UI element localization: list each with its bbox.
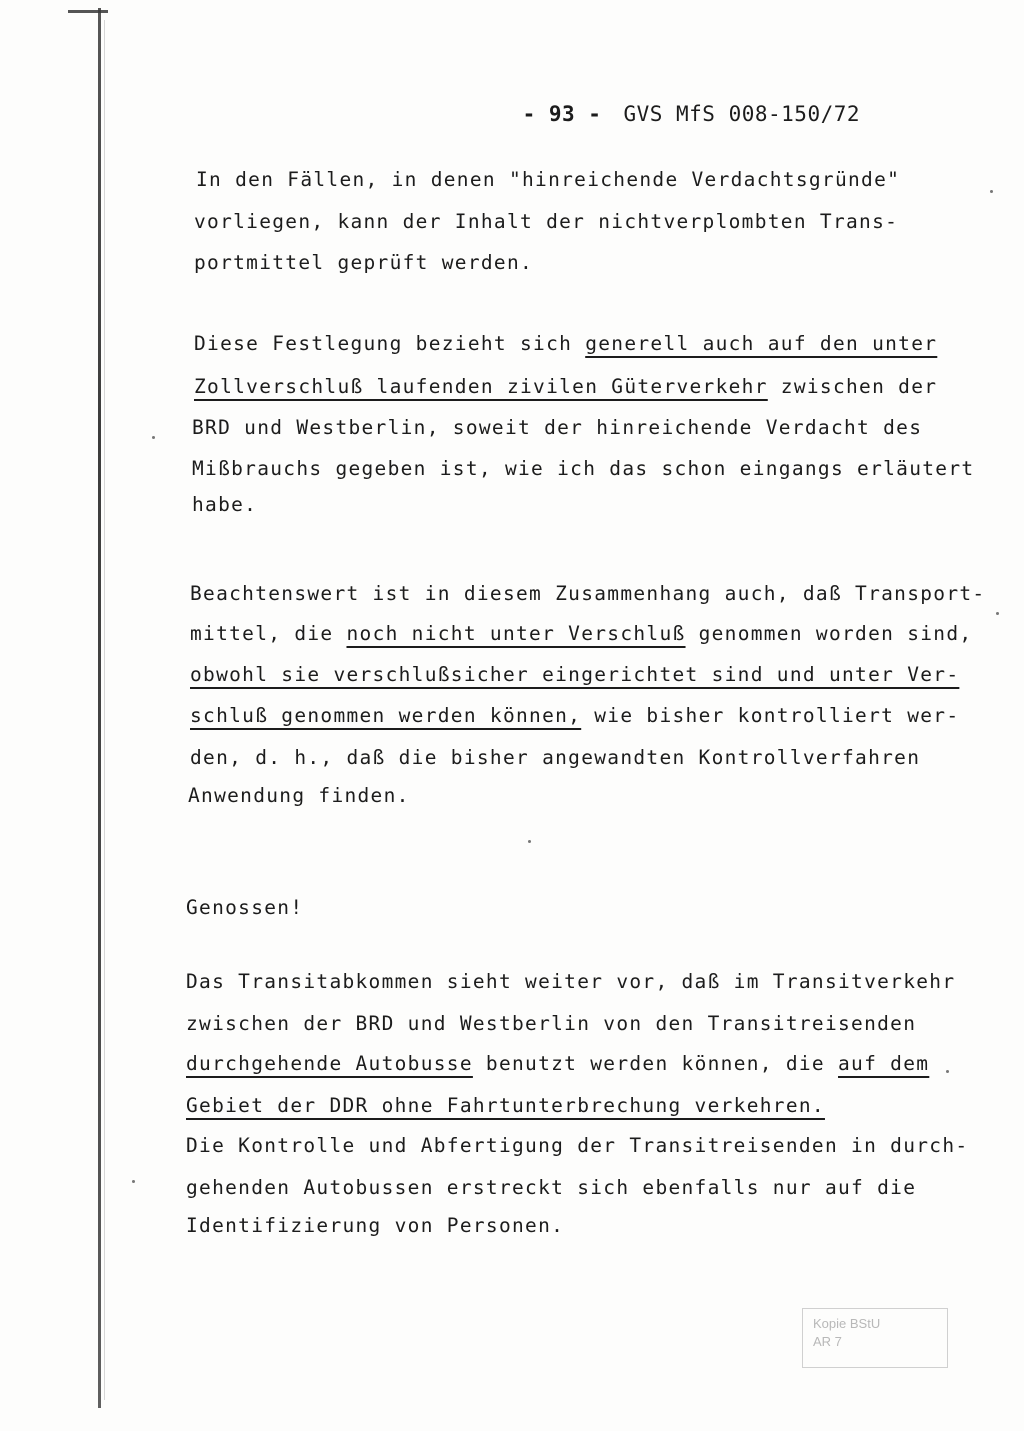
corner-mark [68,10,108,13]
p1-line-3: portmittel geprüft werden. [194,251,534,274]
p4-line-1: Genossen! [186,896,304,919]
p3-line-2-underlined: noch nicht unter Verschluß [346,622,686,645]
scan-speck [528,840,531,843]
document-reference: GVS MfS 008-150/72 [623,102,861,126]
p3-line-2-text-end: genommen worden sind, [685,622,973,645]
page-header [470,78,860,150]
p3-line-4 [190,706,959,726]
p5-line-1: Das Transitabkommen sieht weiter vor, daß im Transitverkehr [186,970,956,993]
p3-line-2-text: mittel, die [190,622,347,645]
p5-line-3-text: benutzt werden können, die [472,1052,839,1075]
p3-line-4-text: wie bisher kontrolliert wer- [581,704,960,727]
p5-line-4 [186,1096,825,1116]
p5-line-7: Identifizierung von Personen. [186,1214,565,1237]
stamp-line-1: Kopie BStU [813,1316,881,1331]
binding-edge [98,8,101,1408]
p2-line-1 [194,334,937,354]
p5-line-3 [186,1054,929,1074]
p5-line-6: gehenden Autobussen erstreckt sich ebenfalls nur auf die [186,1176,917,1199]
scan-speck [946,1070,949,1073]
p3-line-5: den, d. h., daß die bisher angewandten Kontrollverfahren [190,746,921,769]
binding-edge-shadow [104,20,105,1400]
stamp-line-2: AR 7 [813,1333,842,1349]
p2-line-3: BRD und Westberlin, soweit der hinreichende Verdacht des [192,416,923,439]
p5-line-4-underlined: Gebiet der DDR ohne Fahrtunterbrechung verkehren. [186,1094,825,1117]
scan-speck [132,1180,135,1183]
page-number: - 93 - [522,102,602,126]
p2-line-5: habe. [192,493,258,516]
scan-speck [152,436,155,439]
scan-speck [990,190,993,193]
p1-line-2: vorliegen, kann der Inhalt der nichtverplombten Trans- [194,210,899,233]
p3-line-3-underlined: obwohl sie verschlußsicher eingerichtet sind und unter Ver- [190,663,960,686]
p2-line-1-underlined: generell auch auf den unter [585,332,938,355]
p3-line-1: Beachtenswert ist in diesem Zusammenhang auch, daß Transport- [190,582,986,605]
p2-line-2-underlined: Zollverschluß laufenden zivilen Güterverkehr [194,375,768,398]
p5-line-5: Die Kontrolle und Abfertigung der Transitreisenden in durch- [186,1134,969,1157]
p3-line-6: Anwendung finden. [188,784,410,807]
p3-line-2 [190,624,972,644]
p2-line-1-text: Diese Festlegung bezieht sich [194,332,586,355]
p2-line-4: Mißbrauchs gegeben ist, wie ich das schon eingangs erläutert [192,457,975,480]
p2-line-2 [194,377,937,397]
p5-line-3-underlined-end: auf dem [838,1052,930,1075]
p3-line-3 [190,665,959,685]
archive-stamp [802,1308,948,1368]
p5-line-2: zwischen der BRD und Westberlin von den Transitreisenden [186,1012,917,1035]
p1-line-1: In den Fällen, in denen "hinreichende Verdachtsgründe" [196,168,901,191]
scan-speck [996,612,999,615]
p5-line-3-underlined: durchgehende Autobusse [186,1052,473,1075]
p3-line-4-underlined: schluß genommen werden können, [190,704,582,727]
p2-line-2-text: zwischen der [767,375,938,398]
